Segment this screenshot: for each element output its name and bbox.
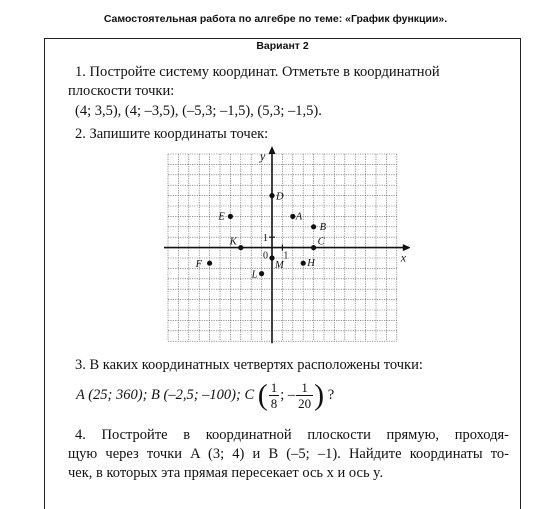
point-label-b: B [319, 221, 327, 233]
point-label-f: F [195, 259, 203, 271]
axes [164, 146, 410, 343]
task2-text: 2. Запишите координаты точек: [75, 126, 269, 142]
fraction-1-20: $\frac{1}{20}$ [298, 380, 312, 412]
task4-line3: чек, в которых эта прямая пересекает ось x и ось y. [68, 465, 384, 481]
point-label-k: K [229, 236, 237, 248]
x-axis-label: x [400, 250, 407, 265]
variant-label: Вариант 2 [256, 40, 309, 52]
close-paren: ) [314, 378, 325, 412]
task3-point-b: B (–2,5; –100); [151, 387, 241, 403]
point-d [269, 193, 274, 198]
y-unit-label: 1 [263, 233, 268, 245]
point-label-a: A [295, 211, 303, 223]
y-axis-label: y [260, 149, 266, 163]
point-f [207, 261, 212, 266]
fraction-1-8: $\frac{1}{8}$ [270, 380, 278, 412]
point-m [269, 255, 274, 260]
point-label-e: E [218, 211, 225, 223]
origin-label: 0 [263, 250, 268, 262]
task3-question-mark: ? [327, 387, 335, 403]
task3-points [76, 380, 334, 411]
point-l [259, 271, 264, 276]
open-paren: ( [257, 378, 268, 412]
point-c [311, 245, 316, 250]
point-b [311, 224, 316, 229]
task3-separator: ; – [280, 387, 296, 403]
coordinate-grid [160, 146, 410, 344]
task1-points: (4; 3,5), (4; –3,5), (–5,3; –1,5), (5,3; –1,5). [75, 103, 322, 119]
point-h [301, 261, 306, 266]
y-axis-arrow [269, 146, 276, 154]
task1-line2: плоскости точки: [68, 83, 175, 99]
task4-line1: 4. Постройте в координатной плоскости прямую, проходя- [75, 427, 509, 443]
point-label-d: D [276, 191, 284, 203]
point-label-h: H [307, 258, 315, 270]
point-label-m: M [275, 260, 284, 271]
point-a [290, 214, 295, 219]
worksheet-title: Самостоятельная работа по алгебре по теме: «График функции». [103, 13, 448, 25]
point-e [228, 214, 233, 219]
task4-line2: щую через точки A (3; 4) и B (–5; –1). Найдите координаты то- [68, 446, 509, 462]
x-unit-label: 1 [283, 250, 289, 262]
points-layer [195, 192, 327, 281]
point-label-l: L [251, 269, 258, 281]
task3-point-c: C [244, 387, 255, 403]
task1-line1: 1. Постройте систему координат. Отметьте в координатной [75, 64, 440, 80]
task3-text: 3. В каких координатных четвертях расположены точки: [75, 357, 423, 373]
task3-point-a: A (25; 360); [76, 387, 148, 403]
point-k [238, 245, 243, 250]
point-label-c: C [317, 236, 325, 248]
